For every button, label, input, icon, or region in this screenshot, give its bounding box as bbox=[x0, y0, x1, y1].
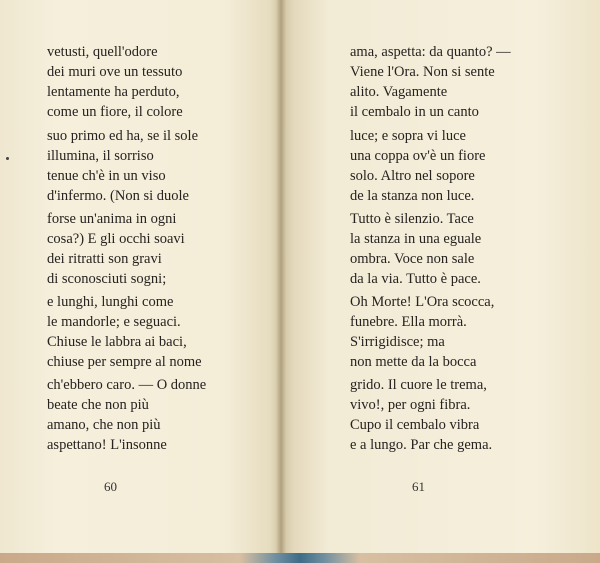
verse-line: suo primo ed ha, se il sole bbox=[47, 128, 199, 144]
stanza-left-2 bbox=[47, 126, 198, 206]
verse-line: non mette da la bocca bbox=[350, 354, 477, 370]
stanza-left-4 bbox=[47, 292, 202, 372]
verse-line: da la via. Tutto è pace. bbox=[350, 271, 481, 287]
verse-line: Chiuse le labbra ai baci, bbox=[47, 334, 187, 350]
verse-line: Oh Morte! L'Ora scocca, bbox=[350, 294, 495, 310]
stanza-right-4 bbox=[350, 292, 494, 372]
verse-line: luce; e sopra vi luce bbox=[350, 128, 466, 144]
verse-line: d'infermo. (Non si duole bbox=[47, 188, 189, 204]
book-gutter bbox=[276, 0, 286, 556]
verse-line: illumina, il sorriso bbox=[47, 148, 154, 164]
verse-line: vivo!, per ogni fibra. bbox=[350, 397, 471, 413]
verse-line: di sconosciuti sogni; bbox=[47, 271, 167, 287]
verse-line: dei muri ove un tessuto bbox=[47, 64, 183, 80]
verse-line: Tutto è silenzio. Tace bbox=[350, 211, 474, 227]
verse-line: una coppa ov'è un fiore bbox=[350, 148, 486, 164]
stanza-right-1 bbox=[350, 42, 511, 122]
verse-line: tenue ch'è in un viso bbox=[47, 168, 166, 184]
verse-line: grido. Il cuore le trema, bbox=[350, 377, 487, 393]
verse-line: come un fiore, il colore bbox=[47, 104, 183, 120]
verse-line: chiuse per sempre al nome bbox=[47, 354, 202, 370]
right-page bbox=[281, 0, 600, 556]
verse-line: funebre. Ella morrà. bbox=[350, 314, 467, 330]
verse-line: ombra. Voce non sale bbox=[350, 251, 475, 267]
stanza-left-1 bbox=[47, 42, 183, 122]
verse-line: Viene l'Ora. Non si sente bbox=[350, 64, 495, 80]
stanza-right-2 bbox=[350, 126, 485, 206]
page-number-right: 61 bbox=[412, 479, 425, 494]
verse-line: e lunghi, lunghi come bbox=[47, 294, 174, 310]
verse-line: de la stanza non luce. bbox=[350, 188, 475, 204]
left-page bbox=[0, 0, 281, 556]
stanza-right-5 bbox=[350, 375, 492, 455]
verse-line: la stanza in una eguale bbox=[350, 231, 482, 247]
verse-line: il cembalo in un canto bbox=[350, 104, 479, 120]
stanza-left-3 bbox=[47, 209, 185, 289]
verse-line: ama, aspetta: da quanto? — bbox=[350, 44, 511, 60]
verse-line: cosa?) E gli occhi soavi bbox=[47, 231, 185, 247]
verse-line: beate che non più bbox=[47, 397, 149, 413]
verse-line: ch'ebbero caro. — O donne bbox=[47, 377, 207, 393]
paper-speck bbox=[6, 157, 9, 160]
verse-line: solo. Altro nel sopore bbox=[350, 168, 475, 184]
stanza-left-5 bbox=[47, 375, 206, 455]
verse-line: dei ritratti son gravi bbox=[47, 251, 162, 267]
verse-line: e a lungo. Par che gema. bbox=[350, 437, 493, 453]
book-bottom-edge bbox=[0, 553, 600, 563]
page-number-left: 60 bbox=[104, 479, 117, 494]
verse-line: S'irrigidisce; ma bbox=[350, 334, 445, 350]
verse-line: lentamente ha perduto, bbox=[47, 84, 180, 100]
verse-line: aspettano! L'insonne bbox=[47, 437, 167, 453]
verse-line: forse un'anima in ogni bbox=[47, 211, 177, 227]
verse-line: alito. Vagamente bbox=[350, 84, 448, 100]
verse-line: Cupo il cembalo vibra bbox=[350, 417, 480, 433]
verse-line: le mandorle; e seguaci. bbox=[47, 314, 181, 330]
stanza-right-3 bbox=[350, 209, 481, 289]
verse-line: vetusti, quell'odore bbox=[47, 44, 158, 60]
verse-line: amano, che non più bbox=[47, 417, 161, 433]
